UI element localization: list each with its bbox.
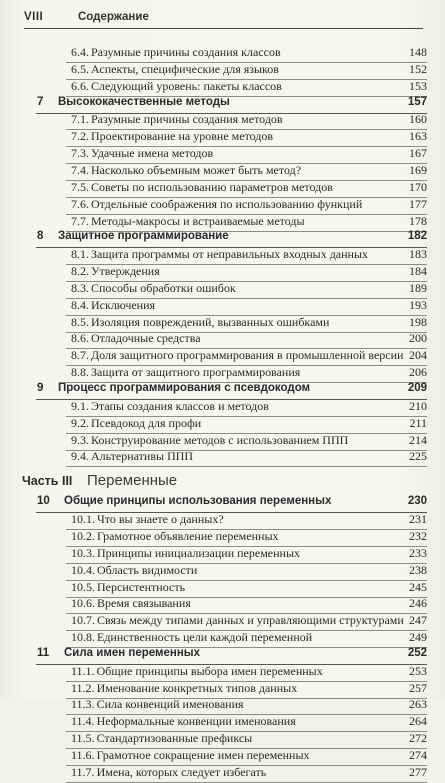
toc-section-entry	[0, 45, 445, 63]
section-title: Изоляция повреждений, вызванных ошибками	[91, 314, 330, 329]
toc-section-entry	[0, 664, 445, 682]
toc-section-entry	[0, 580, 445, 598]
section-number: 8.4.	[71, 297, 89, 312]
section-title: Имена, которых следует избегать	[96, 764, 267, 779]
section-number: 7.7.	[71, 213, 89, 228]
section-number: 10.3.	[71, 545, 95, 560]
part-title: Переменные	[87, 472, 178, 490]
page-number: 178	[409, 213, 427, 228]
section-title: Аспекты, специфические для языков	[91, 61, 279, 76]
section-number: 11.5.	[71, 731, 95, 746]
section-number: 6.6.	[71, 78, 89, 93]
page-number: 232	[409, 528, 427, 543]
section-title: Связь между типами данных и управляющими структурами	[97, 613, 404, 628]
page-number: 230	[407, 495, 427, 508]
section-number: 8.5.	[71, 314, 89, 329]
section-number: 7.2.	[71, 129, 89, 144]
section-title: Сила конвенций именования	[96, 697, 244, 712]
section-number: 10.8.	[71, 630, 95, 645]
page-number: 272	[409, 731, 427, 746]
page-number: 193	[409, 297, 427, 312]
running-head	[24, 10, 423, 29]
page-number: 189	[409, 280, 427, 295]
section-number: 8.6.	[71, 331, 89, 346]
section-title: Разумные причины создания методов	[91, 112, 283, 127]
section-number: 11.2.	[71, 680, 95, 695]
page-number: 200	[409, 331, 427, 346]
toc-section-entry	[0, 79, 445, 97]
toc-section-entry	[0, 512, 445, 530]
section-entry-text	[69, 348, 403, 363]
toc-section-entry	[0, 163, 445, 181]
page-number: 163	[409, 129, 427, 144]
section-title: Неформальные конвенции именования	[96, 714, 296, 729]
section-title: Следующий уровень: пакеты классов	[91, 78, 282, 93]
section-title: Конструирование методов с использованием ППП	[91, 432, 349, 447]
toc-section-entry	[0, 748, 445, 766]
section-number: 10.2.	[71, 528, 95, 543]
section-number: 8.1.	[71, 247, 89, 262]
section-title: Стандартизованные префиксы	[96, 731, 253, 746]
section-number: 7.3.	[71, 146, 89, 161]
toc-chapter-entry	[0, 647, 445, 665]
section-entry-text	[69, 365, 300, 380]
section-number: 7.5.	[71, 179, 89, 194]
toc-section-entry	[0, 546, 445, 564]
section-title: Советы по использованию параметров методов	[91, 179, 333, 194]
section-title: Псевдокод для профи	[91, 415, 202, 430]
section-entry-text	[69, 630, 312, 645]
page-number: 167	[409, 146, 427, 161]
section-entry-text	[69, 315, 329, 330]
section-number: 10.5.	[71, 579, 95, 594]
section-title: Разумные причины создания классов	[91, 45, 281, 59]
page-number: 225	[409, 449, 427, 464]
page-number: 263	[409, 697, 427, 712]
toc-section-entry	[0, 264, 445, 282]
header-title: Содержание	[78, 11, 149, 23]
toc-section-entry	[0, 365, 445, 383]
section-title: Методы-макросы и встраиваемые методы	[91, 213, 305, 228]
section-title: Время связывания	[97, 596, 191, 611]
toc-section-entry	[0, 433, 445, 451]
toc-section-entry	[0, 681, 445, 699]
page-number: 177	[409, 196, 427, 211]
section-title: Что вы знаете о данных?	[97, 512, 224, 527]
page-number: 245	[409, 579, 427, 594]
page-number: 210	[409, 398, 427, 413]
section-title: Насколько объемным может быть метод?	[91, 162, 302, 177]
page-number: 274	[409, 748, 427, 762]
page-number: 206	[409, 365, 427, 380]
section-number: 11.7.	[71, 764, 95, 779]
page-number: 157	[407, 95, 427, 108]
toc-section-entry	[0, 180, 445, 198]
section-entry-text	[69, 79, 282, 94]
section-number: 11.1.	[71, 663, 95, 678]
section-title: Проектирование на уровне методов	[91, 129, 274, 144]
toc-section-entry	[0, 449, 445, 467]
section-number: 8.2.	[71, 264, 89, 279]
chapter-number: 9	[37, 382, 44, 394]
section-number: 7.4.	[71, 162, 89, 177]
page-number: 198	[409, 314, 427, 329]
chapter-title: Общие принципы использования переменных	[64, 495, 332, 508]
toc-section-entry	[0, 731, 445, 749]
section-entry-text	[69, 596, 191, 611]
page-number: 238	[409, 562, 427, 577]
toc-section-entry	[0, 112, 445, 130]
section-number: 8.7.	[71, 348, 89, 363]
section-entry-text	[69, 546, 300, 561]
page-number: 170	[409, 179, 427, 194]
chapter-title: Процесс программирования с псевдокодом	[58, 382, 311, 394]
section-entry-text	[69, 281, 236, 296]
page-number: 246	[409, 596, 427, 611]
toc-section-entry	[0, 197, 445, 215]
section-title: Альтернативы ППП	[91, 449, 194, 464]
chapter-title: Высококачественные методы	[58, 95, 230, 108]
chapter-title: Защитное программирование	[58, 230, 229, 243]
section-number: 9.4.	[71, 449, 89, 464]
toc-section-entry	[0, 563, 445, 581]
section-entry-text	[69, 529, 279, 544]
page-number: 152	[409, 61, 427, 76]
section-entry-text	[69, 112, 283, 127]
section-title: Общие принципы выбора имен переменных	[96, 663, 323, 678]
section-title: Утверждения	[91, 264, 160, 279]
section-title: Способы обработки ошибок	[91, 280, 236, 295]
toc-section-entry	[0, 146, 445, 164]
toc-section-entry	[0, 348, 445, 366]
section-entry-text	[69, 580, 185, 595]
toc-section-entry	[0, 714, 445, 732]
section-entry-text	[69, 613, 404, 628]
page-number: 264	[409, 714, 427, 729]
section-entry-text	[69, 563, 197, 578]
toc-section-entry	[0, 62, 445, 80]
page-number: 182	[407, 230, 427, 243]
part-label: Часть III	[22, 474, 73, 489]
page-number: 169	[409, 162, 427, 177]
section-number: 8.3.	[71, 280, 89, 295]
page-number: 247	[409, 613, 427, 628]
page-number: 249	[409, 630, 427, 645]
page-number: 253	[409, 663, 427, 678]
section-entry-text	[69, 331, 201, 346]
toc-section-entry	[0, 529, 445, 547]
section-number: 6.5.	[71, 61, 89, 76]
toc-chapter-entry	[0, 230, 445, 248]
section-number: 10.1.	[71, 512, 95, 527]
section-entry-text	[69, 62, 279, 77]
section-entry-text	[69, 433, 348, 448]
page-number: 231	[409, 512, 427, 527]
section-number: 11.3.	[71, 697, 95, 712]
section-number: 9.3.	[71, 432, 89, 447]
section-entry-text	[69, 731, 252, 746]
toc-section-entry	[0, 697, 445, 715]
section-title: Защита от защитного программирования	[91, 365, 301, 380]
section-title: Доля защитного программирования в промышленной версии	[91, 348, 404, 363]
section-entry-text	[69, 449, 193, 464]
section-entry-text	[69, 765, 266, 780]
toc-chapter-entry	[0, 495, 445, 513]
section-title: Отдельные соображения по использованию функций	[91, 196, 363, 211]
toc-section-entry	[0, 596, 445, 614]
section-entry-text	[69, 416, 201, 431]
section-entry-text	[69, 748, 310, 763]
section-number: 11.6.	[71, 748, 95, 762]
section-number: 10.7.	[71, 613, 95, 628]
section-entry-text	[69, 681, 297, 696]
section-number: 9.2.	[71, 415, 89, 430]
section-title: Принципы инициализации переменных	[97, 545, 301, 560]
section-title: Отладочные средства	[91, 331, 201, 346]
section-title: Защита программы от неправильных входных данных	[91, 247, 369, 262]
section-title: Персистентность	[97, 579, 186, 594]
toc-section-entry	[0, 765, 445, 783]
section-entry-text	[69, 146, 213, 161]
section-title: Единственность цели каждой переменной	[97, 630, 313, 645]
section-number: 9.1.	[71, 398, 89, 413]
section-entry-text	[69, 180, 333, 195]
section-entry-text	[69, 512, 224, 527]
toc-section-entry	[0, 613, 445, 631]
page-number: 160	[409, 112, 427, 127]
section-number: 6.4.	[71, 45, 89, 59]
section-entry-text	[69, 163, 301, 178]
toc-section-entry	[0, 399, 445, 417]
toc-section-entry	[0, 630, 445, 648]
section-title: Удачные имена методов	[91, 146, 214, 161]
toc-section-entry	[0, 281, 445, 299]
section-entry-text	[69, 264, 160, 279]
page-number: 257	[409, 680, 427, 695]
section-number: 8.8.	[71, 365, 89, 380]
toc-section-entry	[0, 315, 445, 333]
section-entry-text	[69, 714, 296, 729]
section-entry-text	[69, 197, 362, 212]
section-title: Грамотное объявление переменных	[97, 528, 279, 543]
chapter-number: 8	[37, 230, 44, 243]
toc-section-entry	[0, 298, 445, 316]
chapter-number: 10	[37, 495, 50, 508]
header-page-number: VIII	[24, 11, 44, 23]
page-number: 214	[409, 432, 427, 447]
section-number: 11.4.	[71, 714, 95, 729]
section-number: 7.6.	[71, 196, 89, 211]
page-number: 233	[409, 545, 427, 560]
section-title: Именование конкретных типов данных	[96, 680, 298, 695]
chapter-number: 7	[37, 95, 44, 108]
toc-section-entry	[0, 129, 445, 147]
section-entry-text	[69, 697, 244, 712]
toc-section-entry	[0, 416, 445, 434]
section-number: 7.1.	[71, 112, 89, 127]
page-number: 183	[409, 247, 427, 262]
section-entry-text	[69, 129, 273, 144]
page-number: 209	[407, 382, 427, 394]
section-number: 10.4.	[71, 562, 95, 577]
chapter-title: Сила имен переменных	[64, 646, 201, 659]
section-entry-text	[69, 214, 305, 229]
toc-section-entry	[0, 214, 445, 232]
page-number: 211	[409, 415, 427, 430]
section-entry-text	[69, 399, 269, 414]
page-number: 184	[409, 264, 427, 279]
toc-chapter-entry	[0, 96, 445, 114]
page-number: 148	[409, 45, 427, 59]
page-number: 252	[407, 646, 427, 659]
section-title: Этапы создания классов и методов	[91, 398, 269, 413]
section-title: Область видимости	[97, 562, 198, 577]
toc-part-heading	[0, 472, 445, 494]
section-entry-text	[69, 298, 155, 313]
section-entry-text	[69, 45, 281, 60]
chapter-number: 11	[37, 646, 50, 659]
page-number: 277	[409, 764, 427, 779]
section-number: 10.6.	[71, 596, 95, 611]
toc-section-entry	[0, 331, 445, 349]
section-title: Исключения	[91, 297, 156, 312]
section-title: Грамотное сокращение имен переменных	[96, 748, 310, 762]
page-number: 153	[409, 78, 427, 93]
section-entry-text	[69, 664, 323, 679]
entry-rule	[66, 466, 427, 467]
section-entry-text	[69, 247, 368, 262]
toc-section-entry	[0, 247, 445, 265]
page-number: 204	[409, 348, 427, 363]
toc-chapter-entry	[0, 382, 445, 400]
